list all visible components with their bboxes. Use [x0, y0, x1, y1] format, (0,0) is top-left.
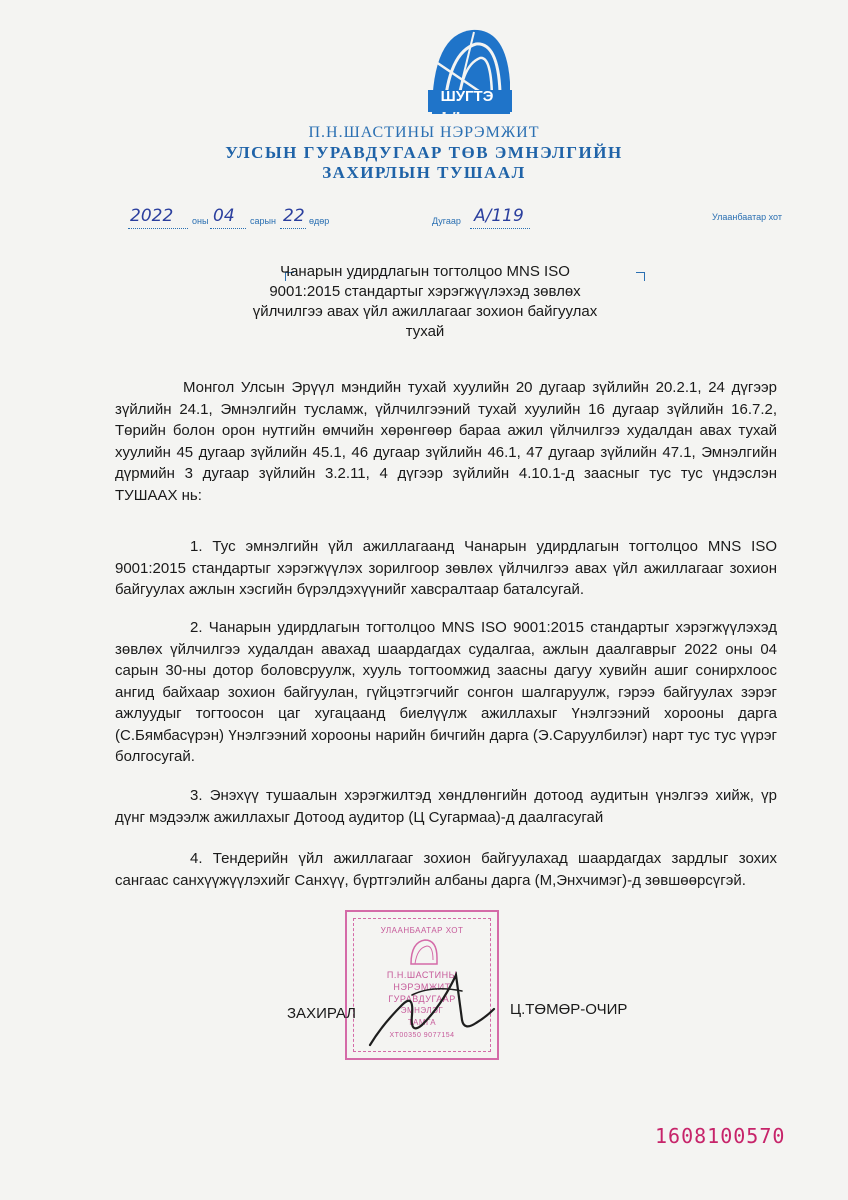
stamp-logo-icon — [407, 938, 441, 966]
stamp-city: УЛААНБААТАР ХОТ — [380, 926, 464, 935]
stamp-line-2: НЭРЭМЖИТ — [393, 982, 451, 992]
signatory-title: ЗАХИРАЛ — [287, 1005, 357, 1022]
handwritten-month: 04 — [213, 206, 235, 226]
date-line — [0, 204, 848, 234]
city-label: Улаанбаатар хот — [712, 212, 782, 222]
handwritten-number: А/119 — [474, 206, 524, 226]
signatory-name: Ц.ТӨМӨР-ОЧИР — [510, 1001, 628, 1018]
day-label: өдөр — [309, 216, 330, 226]
order-item-3: 3. Энэхүү тушаалын хэрэгжилтэд хөндлөнгийн дотоод аудитын үнэлгээ хийж, үр дүнг мэдээлж ажиллахыг Дотоод аудитор (Ц Сугармаа)-д даалгасугай — [115, 787, 777, 826]
stamp-line-5: ТАМГА — [407, 1018, 437, 1027]
stamp-line-1: П.Н.ШАСТИНЫ — [386, 970, 458, 980]
stamp-line-4: ЭМНЭЛЭГ — [400, 1006, 444, 1015]
order-item-2: 2. Чанарын удирдлагын тогтолцоо MNS ISO 9001:2015 стандартыг хэрэгжүүлэхэд зөвлөх үйлчилгээ худалдан авахад шаардагдах судалгаа, ажлын даалгаврыг 2022 оны 04 сарын 30-ны дотор боловсруулж, хууль тогтоомжид заасны дагуу хувийн ашиг сонирхлоос ангид байхаар зохион байгуулан, гүйцэтгэгчийг сонгон шалгаруулж, гэрээ байгуулах зэрэг ажлуудыг тогтоосон цаг хугацаанд биелүүлж ажиллахыг Үнэлгээний хорооны дарга (С.Бямбасүрэн) Үнэлгээний хорооны нарийн бичгийн дарга (Э.Саруулбилэг) нарт тус тус үүрэг болгосугай. — [115, 619, 777, 765]
document-type-title: ЗАХИРЛЫН ТУШААЛ — [322, 163, 526, 182]
subject-corner-right — [636, 272, 645, 281]
handwritten-year: 2022 — [130, 206, 174, 226]
hospital-logo-icon — [414, 22, 518, 126]
stamp-reg-number: ХТ00350 9077154 — [389, 1032, 455, 1039]
handwritten-signature — [352, 965, 502, 1055]
document-subject: Чанарын удирдлагын тогтолцоо MNS ISO 9001:2015 стандартыг хэрэгжүүлэхэд зөвлөх үйлчилгээ авах үйл ажиллагааг зохион байгуулах тухай — [252, 263, 598, 340]
document-serial-number: 1608100570 — [655, 1124, 786, 1148]
month-label: сарын — [250, 216, 276, 226]
order-item-1: 1. Тус эмнэлгийн үйл ажиллагаанд Чанарын удирдлагын тогтолцоо MNS ISO 9001:2015 стандартыг хэрэгжүүлэх зорилгоор зөвлөх үйлчилгээ авах үйл ажиллагааг зохион байгуулах ажлын хэсгийн бүрэлдэхүүнийг хавсралтаар баталсугай. — [115, 538, 777, 598]
stamp-line-3: ГУРАВДУГААР — [388, 994, 456, 1004]
order-item-4: 4. Тендерийн үйл ажиллагааг зохион байгуулахад шаардагдах зардлыг зохих сангаас санхүүжүүлэхийг Санхүү, бүртгэлийн албаны дарга (М,Энхчимэг)-д зөвшөөрсүгэй. — [115, 850, 777, 889]
org-name-line1: П.Н.ШАСТИНЫ НЭРЭМЖИТ — [308, 124, 540, 141]
preamble-paragraph: Монгол Улсын Эрүүл мэндийн тухай хуулийн 20 дугаар зүйлийн 20.2.1, 24 дүгээр зүйлийн 24.1, Эмнэлгийн тусламж, үйлчилгээний тухай хуулийн 16 дугаар зүйлийн 16.7.2, Төрийн болон орон нутгийн өмчийн хөрөнгөөр бараа ажил үйлчилгээ худалдан авах тухай хуулийн 45 дугаар зүйлийн 45.1, 46 дугаар зүйлийн 46.1, 47 дугаар зүйлийн 47.1, Эмнэлгийн дүрмийн 3 дугаар зүйлийн 3.2.11, 4 дүгээр зүйлийн 4.10.1-д заасныг тус тус үндэслэн ТУШААХ нь: — [115, 379, 777, 504]
logo-text: ШУГТЭ — [440, 88, 494, 105]
handwritten-day: 22 — [283, 206, 305, 226]
number-label: Дугаар — [432, 216, 461, 226]
org-name-line2: УЛСЫН ГУРАВДУГААР ТӨВ ЭМНЭЛГИЙН — [225, 143, 623, 162]
year-label: оны — [192, 216, 209, 226]
